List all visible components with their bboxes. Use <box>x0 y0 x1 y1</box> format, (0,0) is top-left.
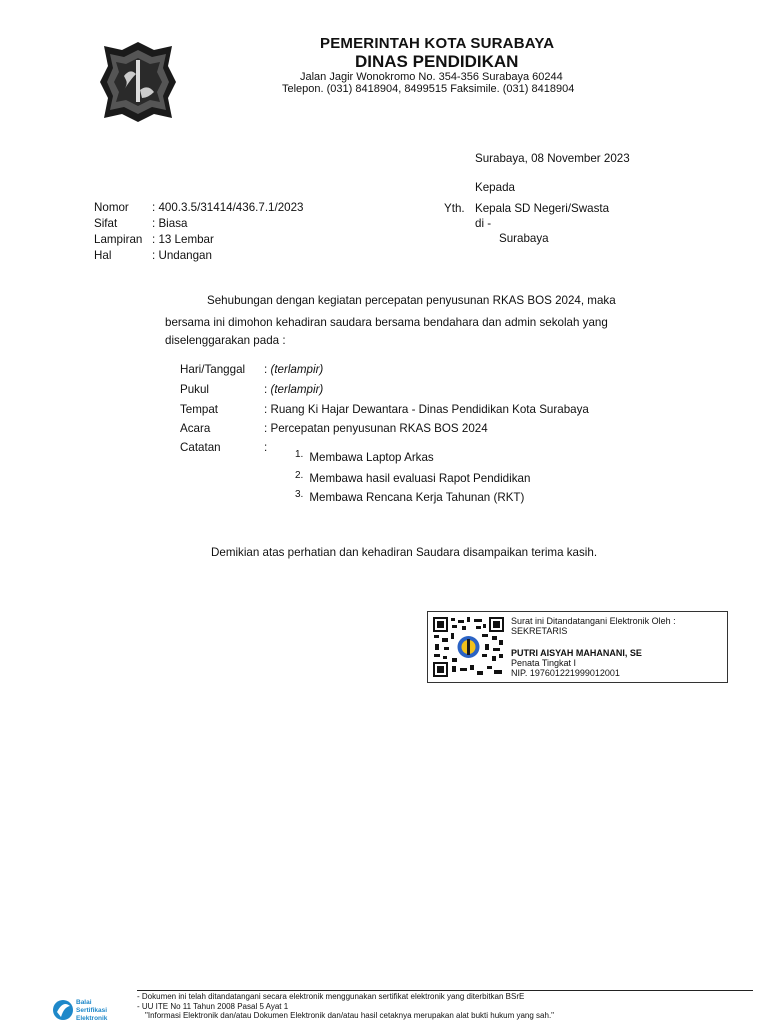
to-label: Kepada <box>475 181 515 194</box>
signature-intro: Surat ini Ditandatangani Elektronik Oleh : <box>511 616 676 626</box>
meta-label: Lampiran <box>94 233 143 246</box>
detail-hari-tanggal <box>180 363 323 376</box>
detail-value: Ruang Ki Hajar Dewantara - Dinas Pendidikan Kota Surabaya <box>270 403 589 416</box>
detail-pukul <box>180 383 323 396</box>
signature-rank: Penata Tingkat I <box>511 658 577 668</box>
detail-label: Catatan <box>180 441 221 454</box>
footer-line-3: "Informasi Elektronik dan/atau Dokumen Elektronik dan/atau hasil cetaknya merupakan alat bukti hukum yang sah." <box>145 1011 555 1020</box>
detail-value: Percepatan penyusunan RKAS BOS 2024 <box>270 422 488 435</box>
body-line-3: diselenggarakan pada : <box>165 334 286 347</box>
detail-value: (terlampir) <box>270 383 324 396</box>
meta-label: Nomor <box>94 201 129 214</box>
note-text: Membawa Rencana Kerja Tahunan (RKT) <box>309 491 525 504</box>
header-address: Jalan Jagir Wonokromo No. 354-356 Surabaya 60244 <box>300 71 563 83</box>
department-title: DINAS PENDIDIKAN <box>355 52 519 71</box>
detail-colon: : <box>264 422 268 435</box>
footer-divider <box>137 990 753 991</box>
header-contact: Telepon. (031) 8418904, 8499515 Faksimile. (031) 8418904 <box>282 83 575 95</box>
detail-label: Acara <box>180 422 211 435</box>
meta-lampiran <box>94 233 214 246</box>
note-item-2 <box>295 470 530 485</box>
meta-sifat <box>94 217 187 230</box>
note-text: Membawa Laptop Arkas <box>309 451 434 464</box>
note-item-3 <box>295 489 524 504</box>
government-title: PEMERINTAH KOTA SURABAYA <box>320 35 555 52</box>
body-line-2: bersama ini dimohon kehadiran saudara bersama bendahara dan admin sekolah yang <box>165 316 608 329</box>
detail-label: Tempat <box>180 403 219 416</box>
meta-value: : Undangan <box>152 249 212 262</box>
detail-colon: : <box>264 403 268 416</box>
detail-acara <box>180 422 488 435</box>
recipient-di: di - <box>475 217 492 230</box>
svg-text:Sertifikasi: Sertifikasi <box>76 1007 108 1014</box>
detail-value: (terlampir) <box>270 363 324 376</box>
yth-label: Yth. <box>444 202 465 215</box>
body-line-1: Sehubungan dengan kegiatan percepatan penyusunan RKAS BOS 2024, maka <box>207 294 616 307</box>
note-number: 3. <box>295 489 304 500</box>
detail-tempat <box>180 403 589 416</box>
note-number: 2. <box>295 470 304 481</box>
detail-colon: : <box>264 383 268 396</box>
recipient: Kepala SD Negeri/Swasta <box>475 202 610 215</box>
meta-hal <box>94 249 212 262</box>
closing-text: Demikian atas perhatian dan kehadiran Saudara disampaikan terima kasih. <box>211 546 598 559</box>
svg-text:Balai: Balai <box>76 999 92 1006</box>
qr-code-icon <box>432 616 505 678</box>
detail-label: Hari/Tanggal <box>180 363 246 376</box>
svg-text:Elektronik: Elektronik <box>76 1015 108 1022</box>
detail-colon: : <box>264 363 268 376</box>
meta-value: : 13 Lembar <box>152 233 214 246</box>
meta-label: Hal <box>94 249 112 262</box>
detail-label: Pukul <box>180 383 210 396</box>
note-number: 1. <box>295 449 304 460</box>
note-item-1 <box>295 449 434 464</box>
recipient-city: Surabaya <box>499 232 549 245</box>
meta-label: Sifat <box>94 217 118 230</box>
meta-value: : 400.3.5/31414/436.7.1/2023 <box>152 201 304 214</box>
meta-value: : Biasa <box>152 217 188 230</box>
meta-nomor <box>94 201 304 214</box>
detail-catatan <box>180 441 267 454</box>
signature-name: PUTRI AISYAH MAHANANI, SE <box>511 648 642 658</box>
place-date: Surabaya, 08 November 2023 <box>475 152 630 165</box>
surabaya-emblem-icon <box>96 40 180 124</box>
bsre-logo <box>50 995 140 1025</box>
note-text: Membawa hasil evaluasi Rapot Pendidikan <box>309 472 531 485</box>
detail-colon: : <box>264 441 268 454</box>
signature-position: SEKRETARIS <box>511 626 568 636</box>
footer-line-1: - Dokumen ini telah ditandatangani secara elektronik menggunakan sertifikat elektronik yang diterbitkan BSrE <box>137 992 525 1001</box>
footer-line-2: - UU ITE No 11 Tahun 2008 Pasal 5 Ayat 1 <box>137 1002 289 1011</box>
signature-nip: NIP. 197601221999012001 <box>511 668 620 678</box>
